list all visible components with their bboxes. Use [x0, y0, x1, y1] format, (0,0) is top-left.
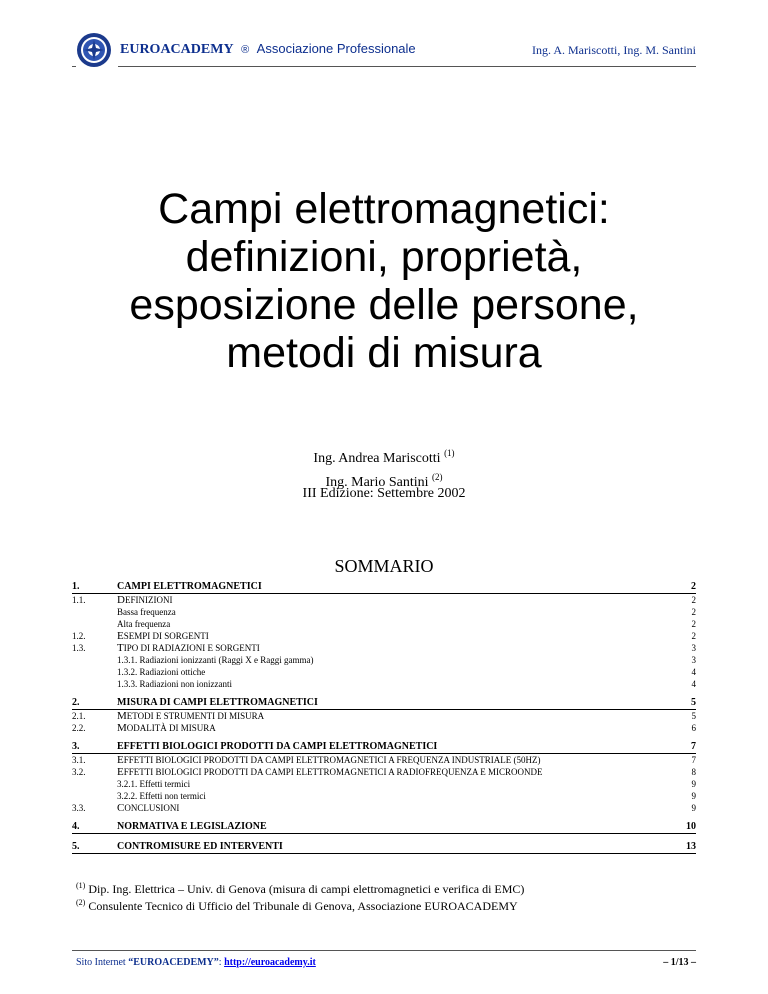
site-link[interactable]: http://euroacademy.it — [224, 957, 316, 968]
toc-text: DEFINIZIONI — [117, 594, 173, 606]
author-name: Ing. Andrea Mariscotti — [313, 451, 441, 466]
toc-page: 5 — [691, 711, 696, 721]
author-note: (2) — [432, 472, 443, 482]
toc-page: 3 — [691, 655, 696, 665]
toc-text: MODALITÀ DI MISURA — [117, 722, 216, 734]
toc-page: 13 — [686, 841, 696, 852]
toc-entry[interactable] — [72, 618, 696, 630]
toc-entry[interactable] — [72, 741, 696, 754]
toc-number: 4. — [72, 821, 80, 832]
toc-number: 2.1. — [72, 711, 86, 721]
toc-page: 6 — [691, 723, 696, 733]
toc-text: 1.3.1. Radiazioni ionizzanti (Raggi X e Raggi gamma) — [117, 655, 314, 665]
table-of-contents — [72, 581, 696, 854]
header-divider — [118, 66, 696, 67]
toc-number: 1.1. — [72, 595, 86, 605]
toc-page: 9 — [691, 791, 696, 801]
brand-name: EUROACADEMY — [120, 42, 234, 57]
toc-text: Bassa frequenza — [117, 607, 176, 617]
toc-text: CAMPI ELETTROMAGNETICI — [117, 581, 262, 592]
title-line: definizioni, proprietà, — [185, 233, 583, 281]
toc-text: NORMATIVA E LEGISLAZIONE — [117, 821, 267, 832]
toc-page: 3 — [691, 643, 696, 653]
page-number: – 1/13 – — [663, 957, 696, 968]
toc-entry[interactable] — [72, 606, 696, 618]
title-line: esposizione delle persone, — [129, 281, 639, 329]
footnote-mark: (1) — [76, 881, 86, 890]
footnote-text: Dip. Ing. Elettrica – Univ. di Genova (misura di campi elettromagnetici e verifica di EMC) — [88, 882, 525, 896]
toc-entry[interactable] — [72, 790, 696, 802]
toc-page: 2 — [691, 619, 696, 629]
toc-entry[interactable] — [72, 581, 696, 594]
author-name: Ing. Mario Santini — [325, 475, 429, 490]
toc-title: SOMMARIO — [334, 556, 434, 576]
brand-subtitle: Associazione Professionale — [256, 41, 416, 56]
footnote-text: Consulente Tecnico di Ufficio del Tribunale di Genova, Associazione EUROACADEMY — [88, 899, 518, 913]
toc-text: TIPO DI RADIAZIONI E SORGENTI — [117, 642, 260, 654]
toc-number: 3.1. — [72, 755, 86, 765]
toc-text: MISURA DI CAMPI ELETTROMAGNETICI — [117, 697, 318, 708]
toc-entry[interactable] — [72, 666, 696, 678]
title-line: Campi elettromagnetici: — [158, 185, 610, 233]
toc-number: 2.2. — [72, 723, 86, 733]
toc-page: 7 — [691, 755, 696, 765]
toc-page: 10 — [686, 821, 696, 832]
toc-page: 2 — [691, 581, 696, 592]
author-entry — [0, 444, 768, 468]
toc-number: 1. — [72, 581, 80, 592]
footer-site-label — [76, 957, 224, 968]
footnote — [76, 879, 524, 896]
toc-entry[interactable] — [72, 841, 696, 854]
footer-colon: : — [218, 957, 225, 968]
footer-prefix: Sito Internet — [76, 957, 129, 968]
footer-site-name: “EUROACEDEMY” — [128, 957, 219, 968]
page-header — [76, 32, 696, 68]
toc-page: 2 — [691, 595, 696, 605]
toc-number: 3. — [72, 741, 80, 752]
toc-text: 3.2.1. Effetti termici — [117, 779, 191, 789]
toc-entry[interactable] — [72, 778, 696, 790]
footnote — [76, 896, 524, 913]
toc-text: EFFETTI BIOLOGICI PRODOTTI DA CAMPI ELETTROMAGNETICI A FREQUENZA INDUSTRIALE (50HZ) — [117, 754, 541, 766]
toc-page: 5 — [691, 697, 696, 708]
toc-page: 7 — [691, 741, 696, 752]
toc-text: EFFETTI BIOLOGICI PRODOTTI DA CAMPI ELETTROMAGNETICI — [117, 741, 438, 752]
toc-page: 4 — [691, 667, 696, 677]
toc-text: 1.3.2. Radiazioni ottiche — [117, 667, 206, 677]
toc-number: 2. — [72, 697, 80, 708]
toc-number: 3.2. — [72, 767, 86, 777]
toc-number: 1.3. — [72, 643, 86, 653]
toc-entry[interactable] — [72, 710, 696, 722]
toc-entry[interactable] — [72, 642, 696, 654]
toc-text: CONCLUSIONI — [117, 802, 180, 814]
toc-entry[interactable] — [72, 697, 696, 710]
document-title — [60, 185, 708, 377]
toc-text: ESEMPI DI SORGENTI — [117, 630, 209, 642]
header-tick — [72, 66, 76, 67]
toc-text: CONTROMISURE ED INTERVENTI — [117, 841, 283, 852]
toc-text: METODI E STRUMENTI DI MISURA — [117, 710, 265, 722]
registered-mark: ® — [241, 44, 250, 56]
toc-number: 3.3. — [72, 803, 86, 813]
toc-page: 9 — [691, 779, 696, 789]
brand — [120, 41, 416, 58]
toc-text: EFFETTI BIOLOGICI PRODOTTI DA CAMPI ELETTROMAGNETICI A RADIOFREQUENZA E MICROONDE — [117, 766, 543, 778]
author-note: (1) — [444, 448, 455, 458]
toc-number: 1.2. — [72, 631, 86, 641]
toc-entry[interactable] — [72, 678, 696, 690]
toc-page: 2 — [691, 607, 696, 617]
toc-entry[interactable] — [72, 821, 696, 834]
toc-entry[interactable] — [72, 766, 696, 778]
toc-entry[interactable] — [72, 654, 696, 666]
header-authors: Ing. A. Mariscotti, Ing. M. Santini — [532, 43, 696, 57]
toc-text: 1.3.3. Radiazioni non ionizzanti — [117, 679, 232, 689]
toc-page: 2 — [691, 631, 696, 641]
author-list — [0, 444, 768, 492]
toc-page: 9 — [691, 803, 696, 813]
page-footer — [76, 957, 696, 968]
footnotes — [76, 879, 524, 913]
toc-entry[interactable] — [72, 594, 696, 606]
toc-page: 8 — [691, 767, 696, 777]
toc-text: 3.2.2. Effetti non termici — [117, 791, 206, 801]
toc-text: Alta frequenza — [117, 619, 171, 629]
toc-entry[interactable] — [72, 754, 696, 766]
toc-number: 5. — [72, 841, 80, 852]
euroacademy-seal-icon — [76, 32, 112, 68]
toc-entry[interactable] — [72, 630, 696, 642]
toc-entry[interactable] — [72, 722, 696, 734]
title-line: metodi di misura — [226, 329, 542, 377]
toc-entry[interactable] — [72, 802, 696, 814]
edition: III Edizione: Settembre 2002 — [302, 486, 466, 501]
footer-divider — [72, 950, 696, 951]
footnote-mark: (2) — [76, 898, 86, 907]
toc-page: 4 — [691, 679, 696, 689]
